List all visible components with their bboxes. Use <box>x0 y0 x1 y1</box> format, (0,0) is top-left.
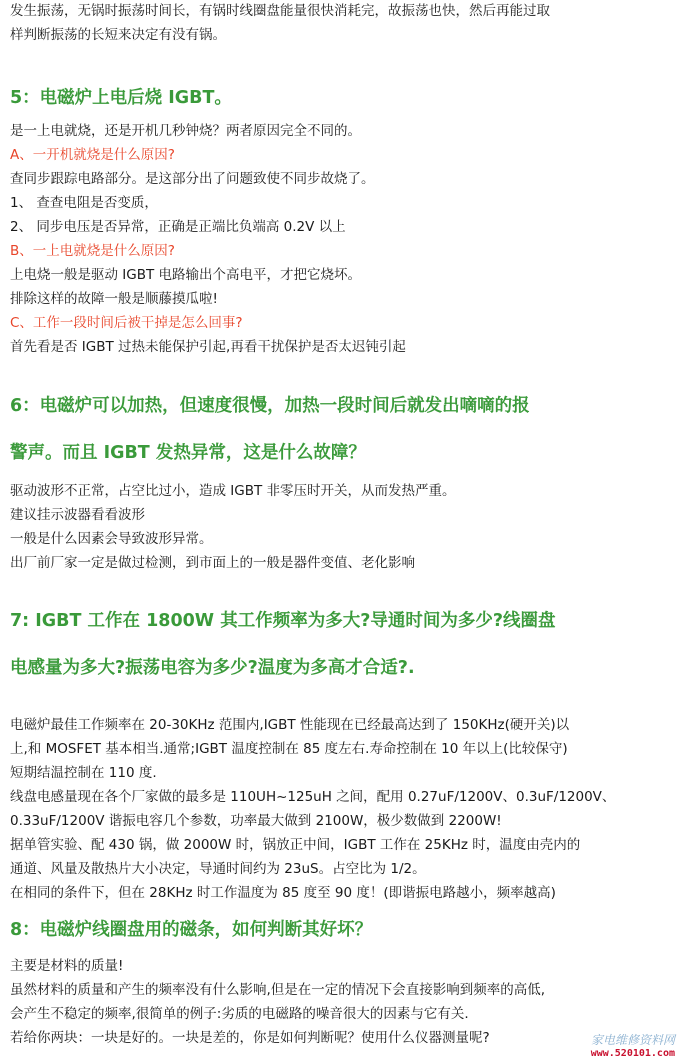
watermark-title: 家电维修资料网 <box>590 1033 675 1047</box>
s8-line-2: 虽然材料的质量和产生的频率没有什么影响,但是在一定的情况下会直接影响到频率的高低, <box>10 982 546 998</box>
s7-line-8: 在相同的条件下，但在 28KHz 时工作温度为 85 度至 90 度！(即谐振电路越小，频率越高) <box>10 885 556 901</box>
section-6-heading-line-2: 警声。而且 IGBT 发热异常，这是什么故障？ <box>10 443 366 463</box>
s8-line-1: 主要是材料的质量! <box>10 958 124 974</box>
section-7-heading-line-1: 7: IGBT 工作在 1800W 其工作频率为多大?导通时间为多少?线圈盘 <box>10 611 556 631</box>
s5-subheading-a: A、一开机就烧是什么原因? <box>10 147 175 163</box>
watermark-url: www.520101.com <box>590 1048 675 1059</box>
intro-line-1: 发生振荡，无锅时振荡时间长，有锅时线圈盘能量很快消耗完，故振荡也快，然后再能过取 <box>10 3 550 19</box>
s5-line-10: 首先看是否 IGBT 过热未能保护引起,再看干扰保护是否太迟钝引起 <box>10 339 406 355</box>
s6-line-2: 建议挂示波器看看波形 <box>10 507 145 523</box>
s5-line-7: 上电烧一般是驱动 IGBT 电路输出个高电平，才把它烧坏。 <box>10 267 362 283</box>
s7-line-7: 通道、风量及散热片大小决定，导通时间约为 23uS。占空比为 1/2。 <box>10 861 426 877</box>
section-5-heading: 5：电磁炉上电后烧 IGBT。 <box>10 88 232 108</box>
section-8-heading: 8：电磁炉线圈盘用的磁条，如何判断其好坏？ <box>10 920 373 940</box>
s7-line-1: 电磁炉最佳工作频率在 20-30KHz 范围内,IGBT 性能现在已经最高达到了 150KHz(硬开关)以 <box>10 717 570 733</box>
s8-line-4: 若给你两块：一块是好的。一块是差的，你是如何判断呢？使用什么仪器测量呢? <box>10 1030 490 1046</box>
section-7-heading-line-2: 电感量为多大?振荡电容为多少?温度为多高才合适?. <box>10 658 415 678</box>
s5-line-8: 排除这样的故障一般是顺藤摸瓜啦! <box>10 291 218 307</box>
s7-line-2: 上,和 MOSFET 基本相当.通常;IGBT 温度控制在 85 度左右.寿命控制在 10 年以上(比较保守) <box>10 741 568 757</box>
s5-line-4: 1、 查查电阻是否变质， <box>10 195 158 211</box>
intro-line-2: 样判断振荡的长短来决定有没有锅。 <box>10 27 226 43</box>
s8-line-3: 会产生不稳定的频率,很简单的例子:劣质的电磁路的噪音很大的因素与它有关. <box>10 1006 469 1022</box>
s5-subheading-b: B、一上电就烧是什么原因? <box>10 243 175 259</box>
s6-line-3: 一般是什么因素会导致波形异常。 <box>10 531 213 547</box>
s7-line-3: 短期结温控制在 110 度. <box>10 765 157 781</box>
s5-subheading-c: C、工作一段时间后被干掉是怎么回事? <box>10 315 243 331</box>
s7-line-4: 线盘电感量现在各个厂家做的最多是 110UH~125uH 之间，配用 0.27uF/1200V、0.3uF/1200V、 <box>10 789 616 805</box>
s6-line-4: 出厂前厂家一定是做过检测，到市面上的一般是器件变值、老化影响 <box>10 555 415 571</box>
s5-line-5: 2、 同步电压是否异常，正确是正端比负端高 0.2V 以上 <box>10 219 346 235</box>
site-watermark <box>591 1033 675 1061</box>
section-6-heading-line-1: 6：电磁炉可以加热，但速度很慢，加热一段时间后就发出嘀嘀的报 <box>10 396 530 416</box>
s5-line-3: 查同步跟踪电路部分。是这部分出了问题致使不同步故烧了。 <box>10 171 375 187</box>
s6-line-1: 驱动波形不正常，占空比过小，造成 IGBT 非零压时开关，从而发热严重。 <box>10 483 456 499</box>
s5-line-1: 是一上电就烧，还是开机几秒钟烧？两者原因完全不同的。 <box>10 123 361 139</box>
s7-line-5: 0.33uF/1200V 谐振电容几个参数，功率最大做到 2100W，极少数做到 2200W! <box>10 813 502 829</box>
s7-line-6: 据单管实验、配 430 锅，做 2000W 时，锅放正中间，IGBT 工作在 25KHz 时，温度由壳内的 <box>10 837 581 853</box>
